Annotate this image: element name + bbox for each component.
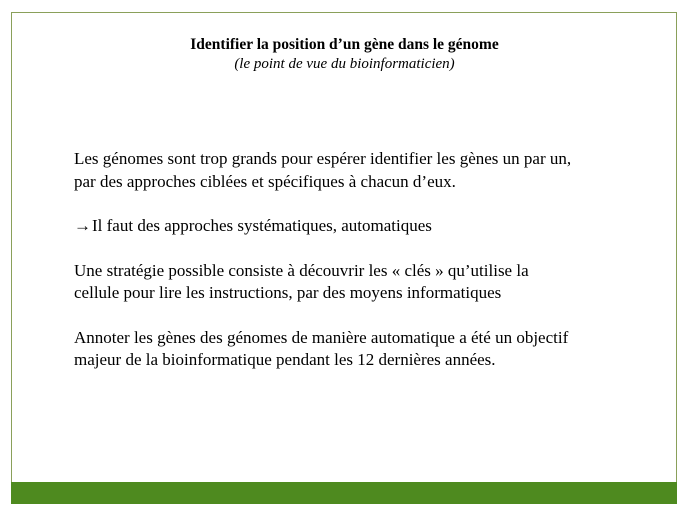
paragraph-line: Une stratégie possible consiste à découvrir les « clés » qu’utilise la (74, 260, 529, 280)
paragraph-strategy (74, 260, 674, 305)
right-arrow-icon: → (74, 216, 91, 235)
paragraph-line: Les génomes sont trop grands pour espérer identifier les gènes un par un, (74, 149, 572, 168)
paragraph-annotation (74, 327, 674, 372)
paragraph-line: Annoter les gènes des génomes de manière automatique a été un objectif (74, 327, 569, 347)
paragraph-line: par des approches ciblées et spécifiques à chacun d’eux. (74, 171, 456, 191)
slide-title: Identifier la position d’un gène dans le génome (190, 36, 499, 53)
paragraph-line: majeur de la bioinformatique pendant les 12 dernières années. (74, 350, 496, 369)
slide-body (74, 148, 674, 394)
paragraph-line: Il faut des approches systématiques, automatiques (92, 216, 432, 235)
paragraph-genome-size (74, 148, 674, 193)
title-block (0, 35, 689, 73)
slide-subtitle: (le point de vue du bioinformaticien) (234, 56, 455, 72)
paragraph-systematic-approaches (74, 215, 674, 238)
paragraph-line: cellule pour lire les instructions, par des moyens informatiques (74, 283, 502, 302)
bottom-accent-bar (11, 482, 677, 504)
